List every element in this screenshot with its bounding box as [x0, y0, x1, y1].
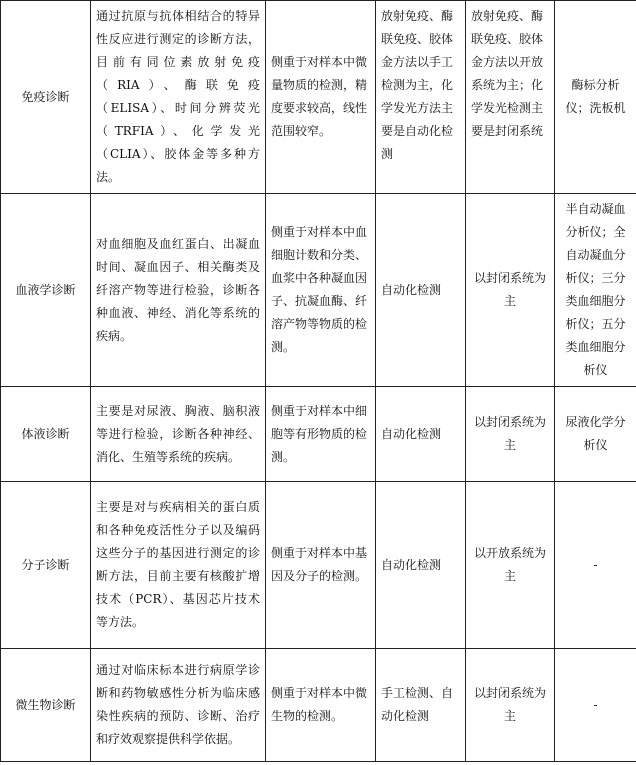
instrument-cell: -	[555, 649, 636, 762]
system-cell: 以封闭系统为主	[466, 194, 555, 387]
instrument-cell: 酶标分析仪；洗板机	[555, 1, 636, 194]
method-cell: 自动化检测	[376, 194, 466, 387]
system-cell: 以封闭系统为主	[466, 387, 555, 482]
system-cell: 以封闭系统为主	[466, 649, 555, 762]
table-row	[1, 482, 636, 649]
system-cell: 以开放系统为主	[466, 482, 555, 649]
focus-cell: 侧重于对样本中血细胞计数和分类、血浆中各种凝血因子、抗凝血酶、纤溶产物等物质的检测。	[266, 194, 376, 387]
table-row	[1, 194, 636, 387]
focus-cell: 侧重于对样本中细胞等有形物质的检测。	[266, 387, 376, 482]
instrument-cell: 半自动凝血分析仪；全自动凝血分析仪；三分类血细胞分析仪；五分类血细胞分析仪	[555, 194, 636, 387]
description-cell: 通过抗原与抗体相结合的特异性反应进行测定的诊断方法，目前有同位素放射免疫（RIA）、酶联免疫（ELISA）、时间分辨荧光（TRFIA）、化学发光（CLIA）、胶体金等多种方法。	[91, 1, 266, 194]
method-cell: 手工检测、自动化检测	[376, 649, 466, 762]
instrument-cell: -	[555, 482, 636, 649]
focus-cell: 侧重于对样本中基因及分子的检测。	[266, 482, 376, 649]
method-cell: 放射免疫、酶联免疫、胶体金方法以手工检测为主，化学发光方法主要是自动化检测	[376, 1, 466, 194]
table-row	[1, 649, 636, 762]
focus-cell: 侧重于对样本中微量物质的检测，精度要求较高，线性范围较窄。	[266, 1, 376, 194]
category-name: 微生物诊断	[1, 649, 91, 762]
table-row	[1, 387, 636, 482]
description-cell: 主要是对尿液、胸液、脑积液等进行检验，诊断各种神经、消化、生殖等系统的疾病。	[91, 387, 266, 482]
method-cell: 自动化检测	[376, 387, 466, 482]
focus-cell: 侧重于对样本中微生物的检测。	[266, 649, 376, 762]
category-name: 体液诊断	[1, 387, 91, 482]
category-name: 分子诊断	[1, 482, 91, 649]
description-cell: 主要是对与疾病相关的蛋白质和各种免疫活性分子以及编码这些分子的基因进行测定的诊断方法，目前主要有核酸扩增技术（PCR）、基因芯片技术等方法。	[91, 482, 266, 649]
description-cell: 对血细胞及血红蛋白、出凝血时间、凝血因子、相关酶类及纤溶产物等进行检验，诊断各种血液、神经、消化等系统的疾病。	[91, 194, 266, 387]
category-name: 血液学诊断	[1, 194, 91, 387]
category-name: 免疫诊断	[1, 1, 91, 194]
method-cell: 自动化检测	[376, 482, 466, 649]
instrument-cell: 尿液化学分析仪	[555, 387, 636, 482]
table-row	[1, 1, 636, 194]
description-cell: 通过对临床标本进行病原学诊断和药物敏感性分析为临床感染性疾病的预防、诊断、治疗和疗效观察提供科学依据。	[91, 649, 266, 762]
system-cell: 放射免疫、酶联免疫、胶体金方法以开放系统为主；化学发光检测主要是封闭系统	[466, 1, 555, 194]
